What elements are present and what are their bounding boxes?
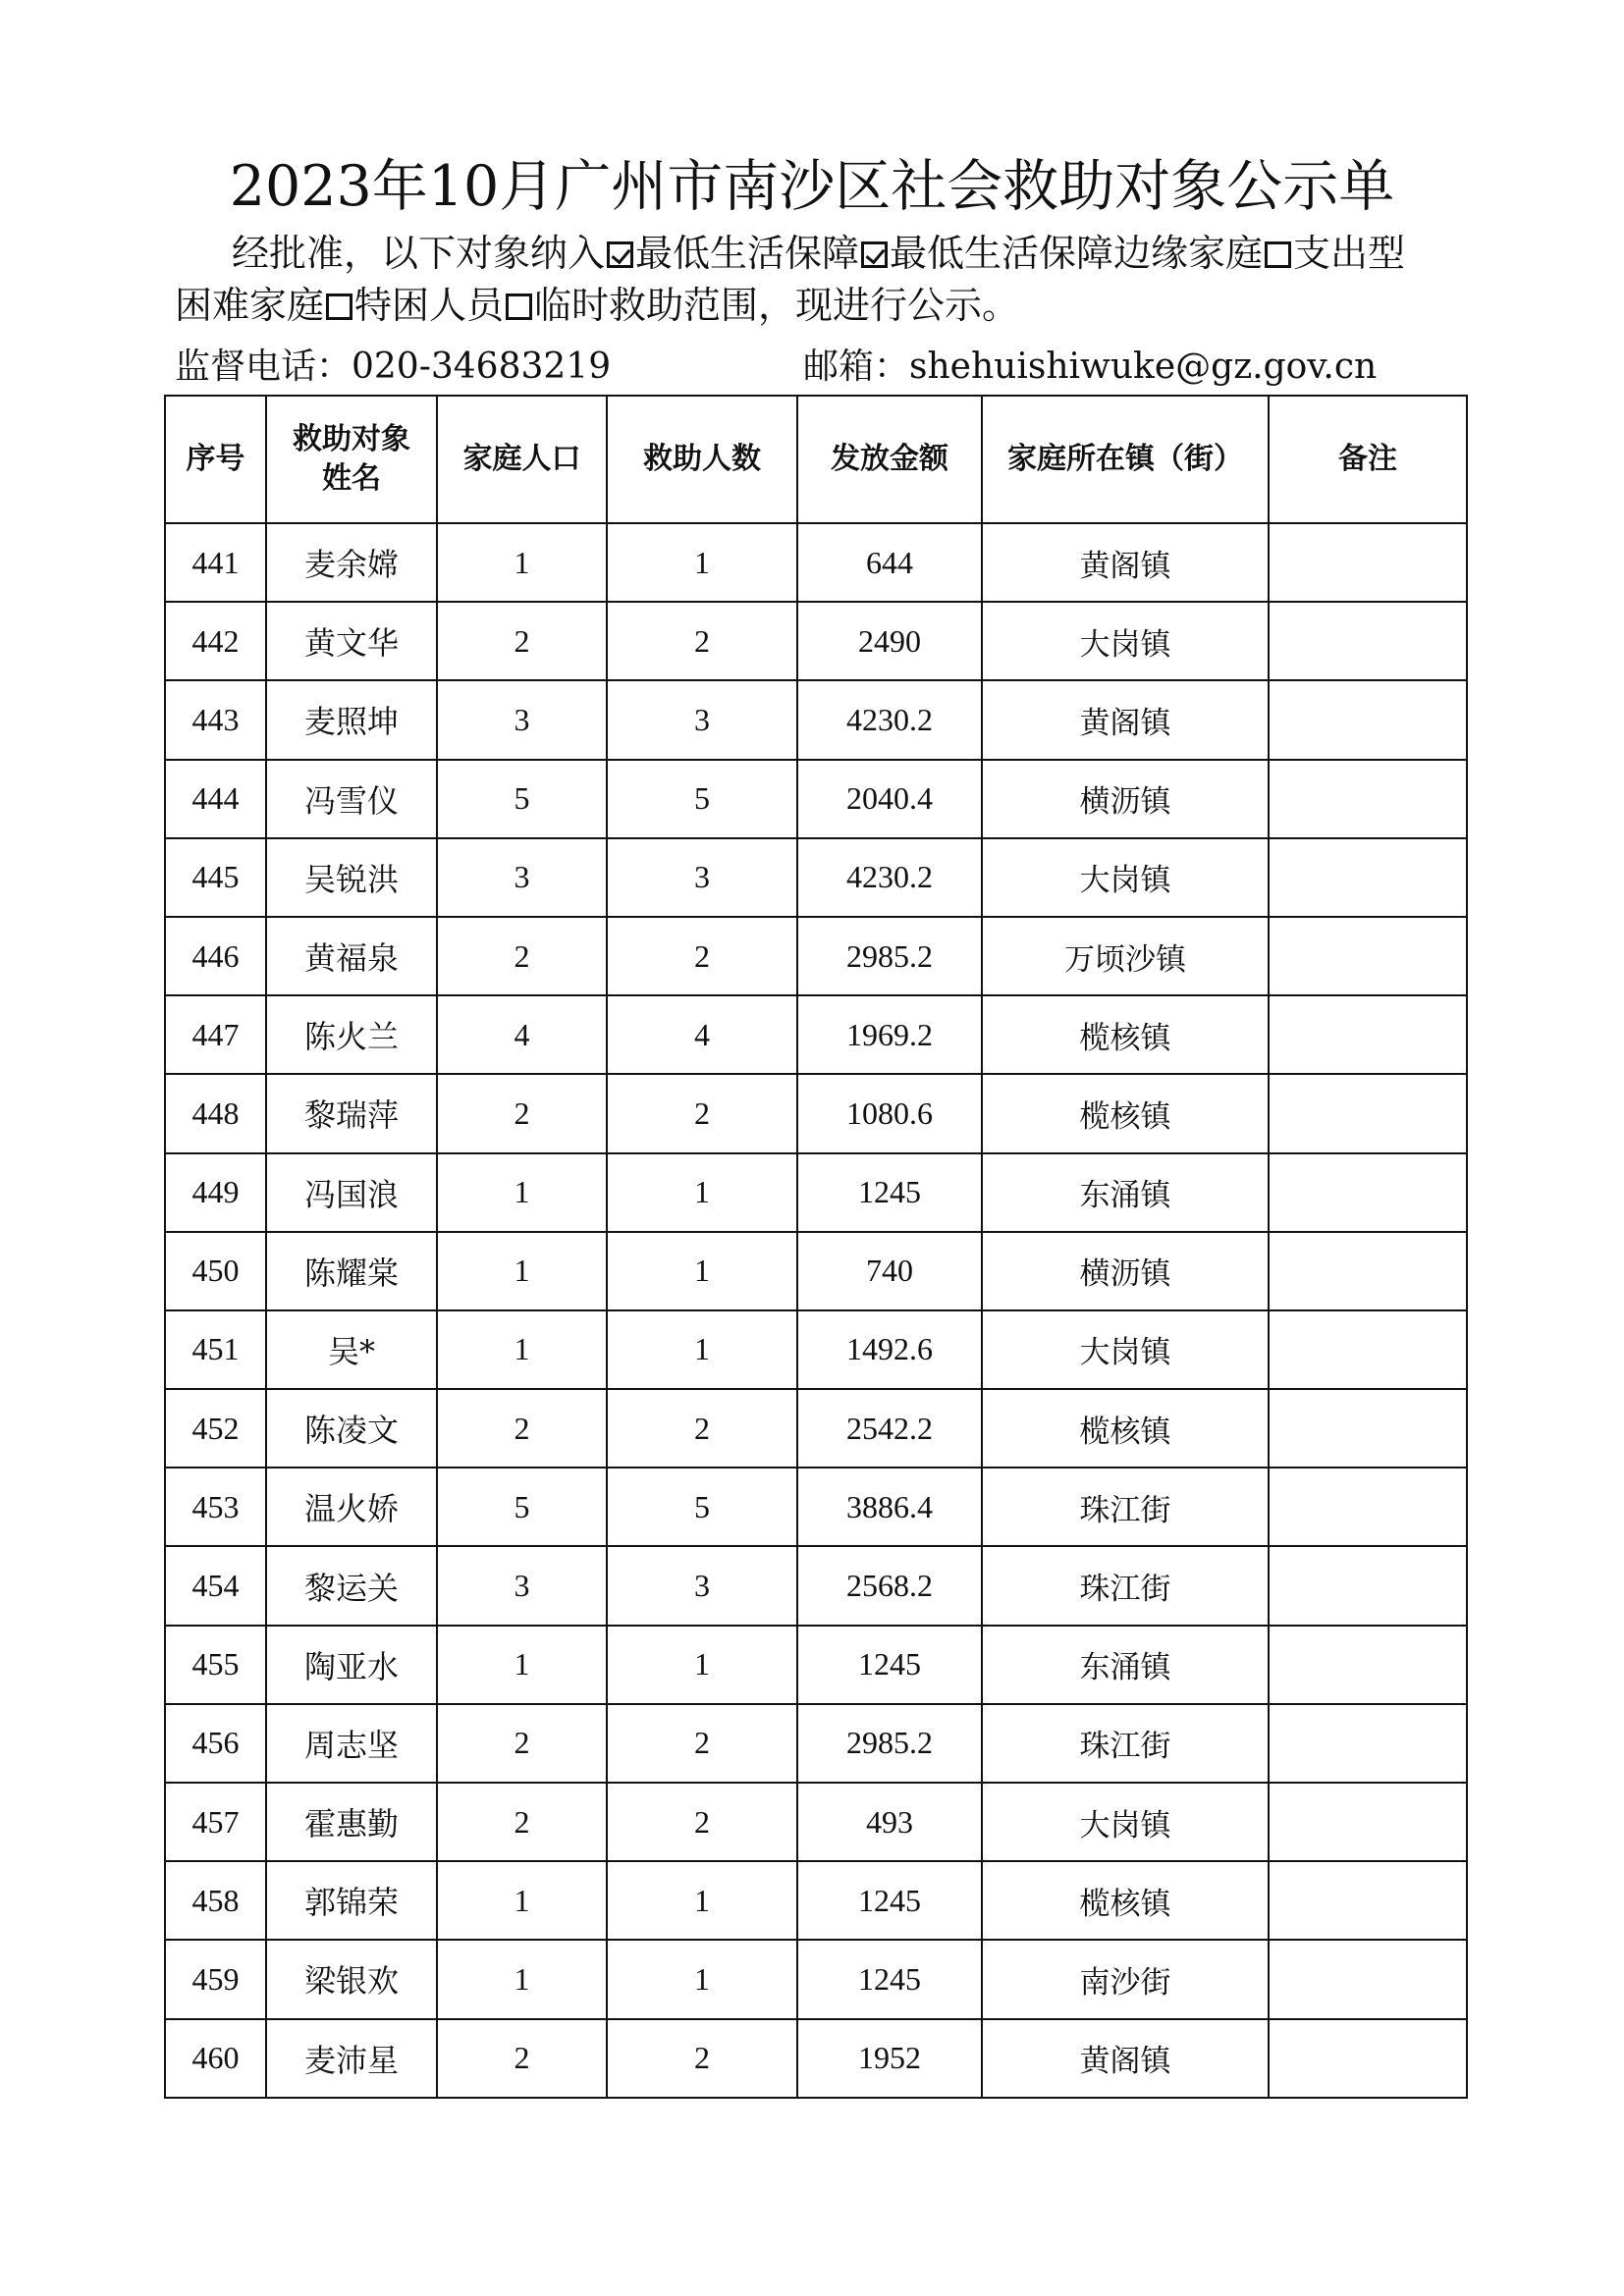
town-cell: 珠江街 bbox=[982, 1704, 1269, 1783]
amount-cell: 740 bbox=[797, 1232, 982, 1310]
table-row bbox=[165, 1783, 1467, 1861]
page-title: 2023年10月广州市南沙区社会救助对象公示单 bbox=[229, 154, 1395, 219]
name-cell: 吴锐洪 bbox=[266, 838, 437, 917]
remarks-cell bbox=[1269, 680, 1467, 759]
amount-cell: 4230.2 bbox=[797, 838, 982, 917]
town-cell: 榄核镇 bbox=[982, 1389, 1269, 1468]
household-size-cell: 3 bbox=[437, 838, 607, 917]
name-cell: 黎瑞萍 bbox=[266, 1074, 437, 1152]
name-cell: 霍惠勤 bbox=[266, 1783, 437, 1861]
amount-cell: 1245 bbox=[797, 1940, 982, 2018]
aided-count-cell: 1 bbox=[607, 523, 797, 602]
header-aided-count: 救助人数 bbox=[607, 396, 797, 523]
checkbox-expenditure-hardship-icon bbox=[1265, 241, 1291, 268]
name-cell: 陶亚水 bbox=[266, 1626, 437, 1704]
amount-cell: 1245 bbox=[797, 1153, 982, 1232]
serial-cell: 442 bbox=[165, 602, 266, 680]
table-row bbox=[165, 1861, 1467, 1940]
header-household-size: 家庭人口 bbox=[437, 396, 607, 523]
serial-cell: 460 bbox=[165, 2019, 266, 2098]
aided-count-cell: 1 bbox=[607, 1310, 797, 1389]
name-cell: 陈耀棠 bbox=[266, 1232, 437, 1310]
aided-count-cell: 1 bbox=[607, 1232, 797, 1310]
amount-cell: 1492.6 bbox=[797, 1310, 982, 1389]
aided-count-cell: 5 bbox=[607, 1468, 797, 1546]
remarks-cell bbox=[1269, 838, 1467, 917]
town-cell: 大岗镇 bbox=[982, 602, 1269, 680]
town-cell: 横沥镇 bbox=[982, 1232, 1269, 1310]
household-size-cell: 2 bbox=[437, 1783, 607, 1861]
serial-cell: 450 bbox=[165, 1232, 266, 1310]
option-expenditure-hardship-part2: 困难家庭 bbox=[175, 284, 325, 327]
table-row bbox=[165, 995, 1467, 1074]
household-size-cell: 1 bbox=[437, 1940, 607, 2018]
remarks-cell bbox=[1269, 1704, 1467, 1783]
aided-count-cell: 4 bbox=[607, 995, 797, 1074]
amount-cell: 644 bbox=[797, 523, 982, 602]
table-row bbox=[165, 1940, 1467, 2018]
aided-count-cell: 1 bbox=[607, 1153, 797, 1232]
amount-cell: 493 bbox=[797, 1783, 982, 1861]
name-cell: 陈火兰 bbox=[266, 995, 437, 1074]
remarks-cell bbox=[1269, 1232, 1467, 1310]
town-cell: 万顷沙镇 bbox=[982, 917, 1269, 995]
town-cell: 黄阁镇 bbox=[982, 680, 1269, 759]
table-header bbox=[165, 396, 1467, 523]
table-row bbox=[165, 838, 1467, 917]
remarks-cell bbox=[1269, 1153, 1467, 1232]
table-row bbox=[165, 1389, 1467, 1468]
aided-count-cell: 2 bbox=[607, 1389, 797, 1468]
amount-cell: 2490 bbox=[797, 602, 982, 680]
town-cell: 珠江街 bbox=[982, 1546, 1269, 1625]
household-size-cell: 2 bbox=[437, 2019, 607, 2098]
serial-cell: 453 bbox=[165, 1468, 266, 1546]
aided-count-cell: 1 bbox=[607, 1861, 797, 1940]
table-row bbox=[165, 1468, 1467, 1546]
checkbox-minimum-living-icon bbox=[607, 241, 633, 268]
remarks-cell bbox=[1269, 1310, 1467, 1389]
name-cell: 郭锦荣 bbox=[266, 1861, 437, 1940]
serial-cell: 451 bbox=[165, 1310, 266, 1389]
amount-cell: 1245 bbox=[797, 1861, 982, 1940]
table-row bbox=[165, 1310, 1467, 1389]
town-cell: 榄核镇 bbox=[982, 1074, 1269, 1152]
household-size-cell: 1 bbox=[437, 1153, 607, 1232]
table-row bbox=[165, 1232, 1467, 1310]
header-serial-number: 序号 bbox=[165, 396, 266, 523]
serial-cell: 443 bbox=[165, 680, 266, 759]
household-size-cell: 2 bbox=[437, 1389, 607, 1468]
table-body bbox=[165, 523, 1467, 2098]
table-row bbox=[165, 1153, 1467, 1232]
town-cell: 大岗镇 bbox=[982, 1310, 1269, 1389]
table-row bbox=[165, 917, 1467, 995]
remarks-cell bbox=[1269, 1389, 1467, 1468]
aided-count-cell: 2 bbox=[607, 1074, 797, 1152]
option-marginal-family: 最低生活保障边缘家庭 bbox=[890, 232, 1264, 275]
option-expenditure-hardship-part1: 支出型 bbox=[1293, 232, 1406, 275]
table-row bbox=[165, 760, 1467, 838]
amount-cell: 1245 bbox=[797, 1626, 982, 1704]
household-size-cell: 1 bbox=[437, 1861, 607, 1940]
remarks-cell bbox=[1269, 1783, 1467, 1861]
remarks-cell bbox=[1269, 1074, 1467, 1152]
header-amount: 发放金额 bbox=[797, 396, 982, 523]
town-cell: 珠江街 bbox=[982, 1468, 1269, 1546]
checkbox-marginal-family-icon bbox=[861, 241, 888, 268]
aid-recipient-table bbox=[164, 395, 1468, 2099]
aided-count-cell: 2 bbox=[607, 1704, 797, 1783]
option-temporary-aid: 临时救助范围，现进行公示。 bbox=[534, 284, 1020, 327]
amount-cell: 2040.4 bbox=[797, 760, 982, 838]
town-cell: 黄阁镇 bbox=[982, 523, 1269, 602]
serial-cell: 459 bbox=[165, 1940, 266, 2018]
aided-count-cell: 2 bbox=[607, 917, 797, 995]
aided-count-cell: 5 bbox=[607, 760, 797, 838]
serial-cell: 446 bbox=[165, 917, 266, 995]
option-extreme-poverty: 特困人员 bbox=[354, 284, 505, 327]
table-row bbox=[165, 1704, 1467, 1783]
serial-cell: 445 bbox=[165, 838, 266, 917]
serial-cell: 458 bbox=[165, 1861, 266, 1940]
household-size-cell: 1 bbox=[437, 1310, 607, 1389]
name-cell: 温火娇 bbox=[266, 1468, 437, 1546]
household-size-cell: 2 bbox=[437, 917, 607, 995]
checkbox-temporary-aid-icon bbox=[506, 294, 532, 320]
aided-count-cell: 2 bbox=[607, 602, 797, 680]
header-row bbox=[165, 396, 1467, 523]
aided-count-cell: 2 bbox=[607, 2019, 797, 2098]
aided-count-cell: 3 bbox=[607, 1546, 797, 1625]
serial-cell: 447 bbox=[165, 995, 266, 1074]
header-remarks: 备注 bbox=[1269, 396, 1467, 523]
town-cell: 横沥镇 bbox=[982, 760, 1269, 838]
contact-email: 邮箱：shehuishiwuke@gz.gov.cn bbox=[803, 347, 1378, 387]
table-row bbox=[165, 680, 1467, 759]
name-cell: 吴* bbox=[266, 1310, 437, 1389]
name-cell: 梁银欢 bbox=[266, 1940, 437, 2018]
town-cell: 南沙街 bbox=[982, 1940, 1269, 2018]
remarks-cell bbox=[1269, 1546, 1467, 1625]
header-recipient-name bbox=[266, 396, 437, 523]
amount-cell: 4230.2 bbox=[797, 680, 982, 759]
town-cell: 榄核镇 bbox=[982, 1861, 1269, 1940]
town-cell: 榄核镇 bbox=[982, 995, 1269, 1074]
town-cell: 黄阁镇 bbox=[982, 2019, 1269, 2098]
town-cell: 大岗镇 bbox=[982, 1783, 1269, 1861]
household-size-cell: 5 bbox=[437, 1468, 607, 1546]
household-size-cell: 1 bbox=[437, 523, 607, 602]
household-size-cell: 2 bbox=[437, 1704, 607, 1783]
remarks-cell bbox=[1269, 1940, 1467, 2018]
amount-cell: 3886.4 bbox=[797, 1468, 982, 1546]
serial-cell: 454 bbox=[165, 1546, 266, 1625]
serial-cell: 457 bbox=[165, 1783, 266, 1861]
intro-prefix: 经批准，以下对象纳入 bbox=[232, 232, 606, 275]
household-size-cell: 2 bbox=[437, 602, 607, 680]
name-cell: 陈凌文 bbox=[266, 1389, 437, 1468]
town-cell: 大岗镇 bbox=[982, 838, 1269, 917]
household-size-cell: 1 bbox=[437, 1626, 607, 1704]
serial-cell: 441 bbox=[165, 523, 266, 602]
aided-count-cell: 2 bbox=[607, 1783, 797, 1861]
table-row bbox=[165, 1546, 1467, 1625]
serial-cell: 444 bbox=[165, 760, 266, 838]
name-cell: 麦照坤 bbox=[266, 680, 437, 759]
amount-cell: 2542.2 bbox=[797, 1389, 982, 1468]
checkbox-extreme-poverty-icon bbox=[326, 294, 352, 320]
remarks-cell bbox=[1269, 1861, 1467, 1940]
header-recipient-name-label: 救助对象姓名 bbox=[293, 422, 410, 496]
amount-cell: 1080.6 bbox=[797, 1074, 982, 1152]
table-row bbox=[165, 1074, 1467, 1152]
intro-line-1 bbox=[175, 228, 1471, 280]
aided-count-cell: 3 bbox=[607, 680, 797, 759]
remarks-cell bbox=[1269, 2019, 1467, 2098]
option-minimum-living: 最低生活保障 bbox=[635, 232, 860, 275]
intro-paragraph bbox=[175, 228, 1471, 332]
remarks-cell bbox=[1269, 602, 1467, 680]
household-size-cell: 3 bbox=[437, 1546, 607, 1625]
table-row bbox=[165, 523, 1467, 602]
amount-cell: 1969.2 bbox=[797, 995, 982, 1074]
household-size-cell: 5 bbox=[437, 760, 607, 838]
amount-cell: 2568.2 bbox=[797, 1546, 982, 1625]
serial-cell: 456 bbox=[165, 1704, 266, 1783]
household-size-cell: 2 bbox=[437, 1074, 607, 1152]
remarks-cell bbox=[1269, 995, 1467, 1074]
remarks-cell bbox=[1269, 1468, 1467, 1546]
remarks-cell bbox=[1269, 917, 1467, 995]
name-cell: 冯雪仪 bbox=[266, 760, 437, 838]
remarks-cell bbox=[1269, 1626, 1467, 1704]
remarks-cell bbox=[1269, 760, 1467, 838]
name-cell: 周志坚 bbox=[266, 1704, 437, 1783]
name-cell: 麦余嫦 bbox=[266, 523, 437, 602]
name-cell: 黎运关 bbox=[266, 1546, 437, 1625]
name-cell: 黄文华 bbox=[266, 602, 437, 680]
serial-cell: 455 bbox=[165, 1626, 266, 1704]
name-cell: 黄福泉 bbox=[266, 917, 437, 995]
household-size-cell: 4 bbox=[437, 995, 607, 1074]
name-cell: 冯国浪 bbox=[266, 1153, 437, 1232]
intro-line-2 bbox=[175, 280, 1471, 332]
serial-cell: 452 bbox=[165, 1389, 266, 1468]
supervision-phone: 监督电话：020-34683219 bbox=[175, 347, 612, 387]
table-row bbox=[165, 1626, 1467, 1704]
table-row bbox=[165, 2019, 1467, 2098]
amount-cell: 2985.2 bbox=[797, 1704, 982, 1783]
town-cell: 东涌镇 bbox=[982, 1153, 1269, 1232]
amount-cell: 1952 bbox=[797, 2019, 982, 2098]
aided-count-cell: 3 bbox=[607, 838, 797, 917]
serial-cell: 448 bbox=[165, 1074, 266, 1152]
serial-cell: 449 bbox=[165, 1153, 266, 1232]
name-cell: 麦沛星 bbox=[266, 2019, 437, 2098]
header-town: 家庭所在镇（街） bbox=[982, 396, 1269, 523]
household-size-cell: 3 bbox=[437, 680, 607, 759]
aided-count-cell: 1 bbox=[607, 1626, 797, 1704]
town-cell: 东涌镇 bbox=[982, 1626, 1269, 1704]
aided-count-cell: 1 bbox=[607, 1940, 797, 2018]
amount-cell: 2985.2 bbox=[797, 917, 982, 995]
remarks-cell bbox=[1269, 523, 1467, 602]
table-row bbox=[165, 602, 1467, 680]
household-size-cell: 1 bbox=[437, 1232, 607, 1310]
